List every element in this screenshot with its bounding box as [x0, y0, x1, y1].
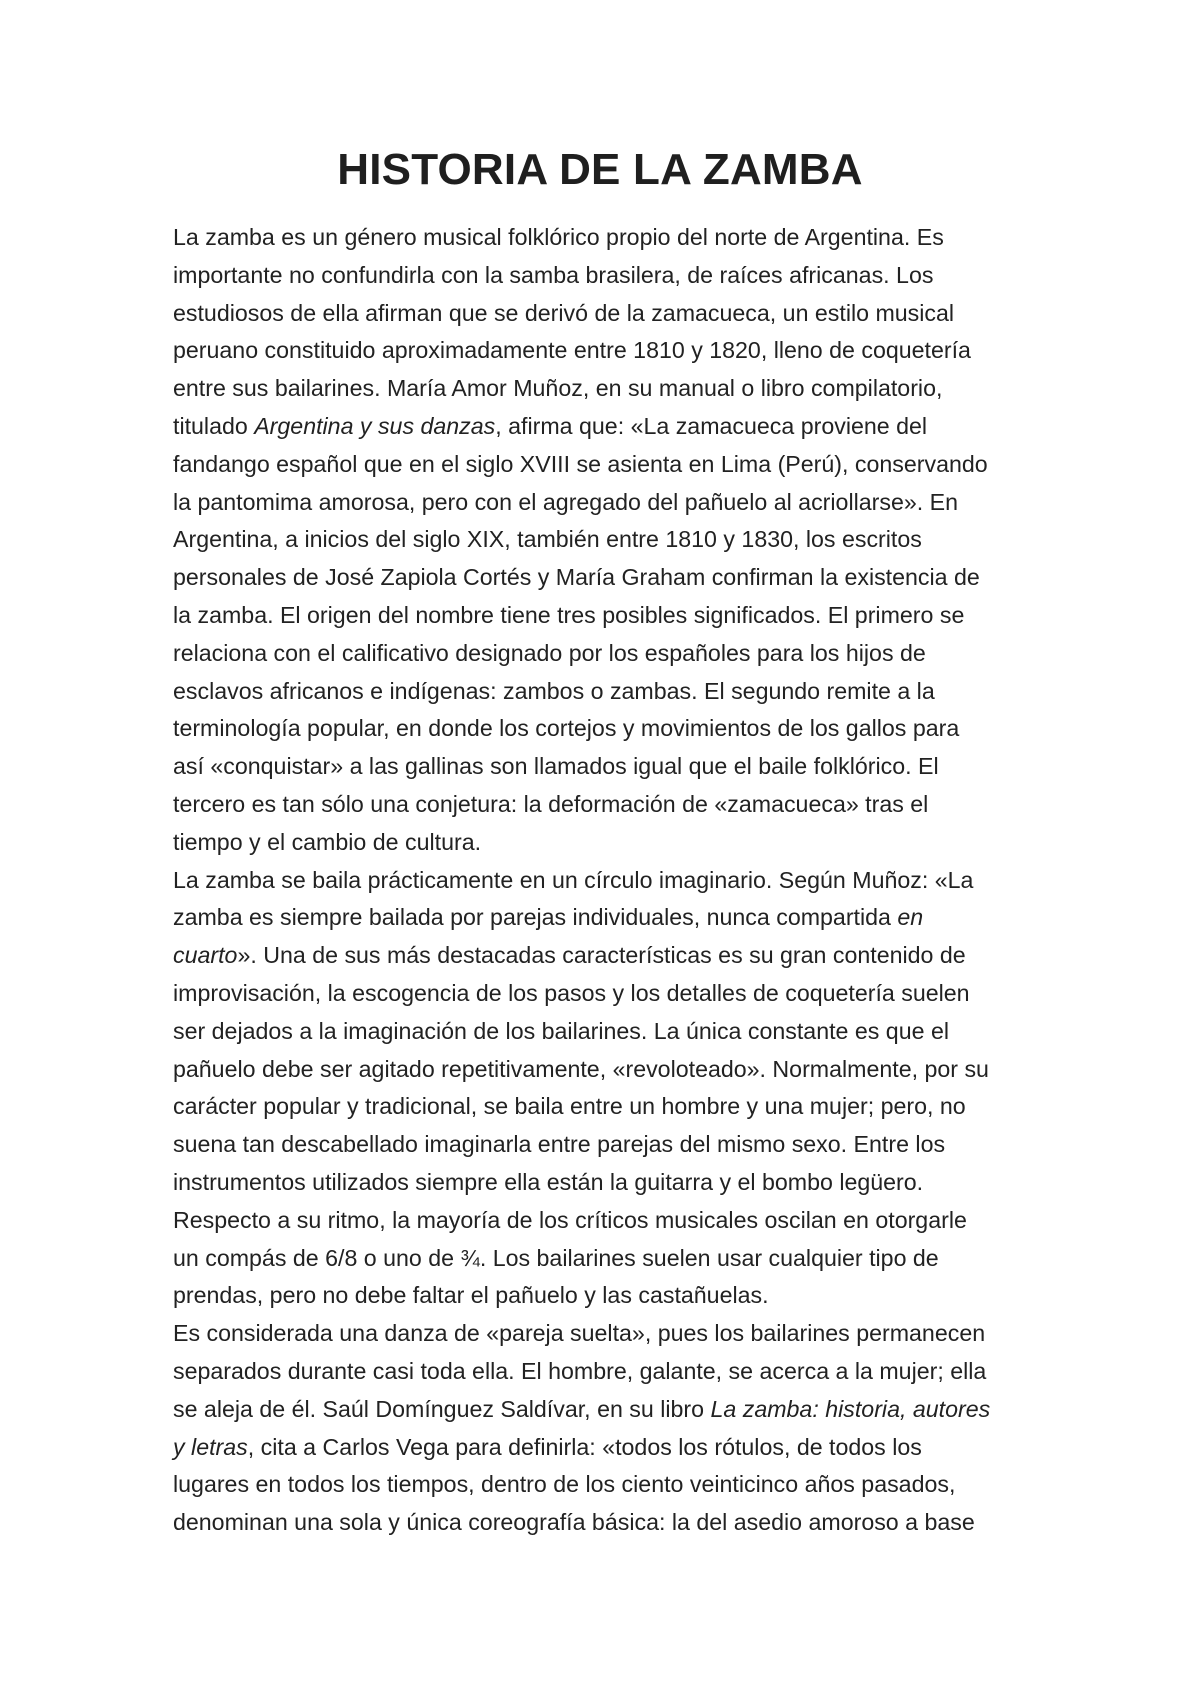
text-line	[173, 1315, 1053, 1353]
text-segment: carácter popular y tradicional, se baila entre un hombre y una mujer; pero, no	[173, 1093, 966, 1120]
text-line	[173, 1391, 1053, 1429]
text-segment: relaciona con el calificativo designado por los españoles para los hijos de	[173, 639, 926, 666]
text-segment: pañuelo debe ser agitado repetitivamente, «revoloteado». Normalmente, por su	[173, 1055, 989, 1082]
text-line	[173, 332, 1053, 370]
text-segment: suena tan descabellado imaginarla entre parejas del mismo sexo. Entre los	[173, 1131, 946, 1158]
text-line	[173, 975, 1053, 1013]
text-line	[173, 1013, 1053, 1051]
document-title: HISTORIA DE LA ZAMBA	[337, 145, 863, 194]
text-line	[173, 1353, 1053, 1391]
text-line	[173, 257, 1053, 295]
text-line	[173, 219, 1053, 257]
text-line	[173, 673, 1053, 711]
text-segment: peruano constituido aproximadamente entre 1810 y 1820, lleno de coquetería	[173, 337, 971, 364]
text-segment: entre sus bailarines. María Amor Muñoz, en su manual o libro compilatorio,	[173, 375, 943, 402]
text-line	[173, 521, 1053, 559]
text-segment: Es considerada una danza de «pareja suelta», pues los bailarines permanecen	[173, 1320, 986, 1347]
text-segment: separados durante casi toda ella. El hombre, galante, se acerca a la mujer; ella	[173, 1357, 987, 1384]
text-segment: importante no confundirla con la samba brasilera, de raíces africanas. Los	[173, 261, 934, 288]
text-segment: ». Una de sus más destacadas características es su gran contenido de	[237, 942, 966, 969]
text-line	[173, 1202, 1053, 1240]
text-line	[173, 710, 1053, 748]
text-segment: denominan una sola y única coreografía básica: la del asedio amoroso a base	[173, 1509, 975, 1536]
text-segment: improvisación, la escogencia de los pasos y los detalles de coquetería suelen	[173, 979, 970, 1006]
text-line	[173, 446, 1053, 484]
text-line	[173, 295, 1053, 333]
text-line	[173, 1277, 1053, 1315]
italic-text: y letras	[173, 1433, 248, 1460]
text-line	[173, 748, 1053, 786]
italic-text: cuarto	[173, 942, 238, 969]
text-line	[173, 370, 1053, 408]
text-segment: La zamba es un género musical folklórico propio del norte de Argentina. Es	[173, 224, 944, 250]
text-segment: un compás de 6/8 o uno de ¾. Los bailarines suelen usar cualquier tipo de	[173, 1244, 939, 1271]
text-segment: , afirma que: «La zamacueca proviene del	[495, 412, 928, 439]
text-line	[173, 408, 1053, 446]
text-line	[173, 1504, 1053, 1542]
text-segment: Argentina, a inicios del siglo XIX, también entre 1810 y 1830, los escritos	[173, 526, 922, 553]
text-segment: se aleja de él. Saúl Domínguez Saldívar, en su libro	[173, 1395, 711, 1422]
text-segment: titulado	[173, 412, 255, 439]
text-line	[173, 597, 1053, 635]
body-text	[173, 219, 1053, 1542]
text-line	[173, 1466, 1053, 1504]
text-line	[173, 1429, 1053, 1467]
text-segment: esclavos africanos e indígenas: zambos o zambas. El segundo remite a la	[173, 677, 935, 704]
italic-text: en	[897, 904, 924, 931]
text-segment: tercero es tan sólo una conjetura: la deformación de «zamacueca» tras el	[173, 790, 929, 817]
text-segment: ser dejados a la imaginación de los bailarines. La única constante es que el	[173, 1017, 949, 1044]
text-segment: fandango español que en el siglo XVIII se asienta en Lima (Perú), conservando	[173, 450, 988, 477]
text-segment: instrumentos utilizados siempre ella están la guitarra y el bombo legüero.	[173, 1168, 924, 1195]
text-line	[173, 824, 1053, 862]
text-segment: Respecto a su ritmo, la mayoría de los críticos musicales oscilan en otorgarle	[173, 1206, 967, 1233]
italic-text: Argentina y sus danzas	[254, 412, 496, 439]
text-line	[173, 1240, 1053, 1278]
text-segment: la pantomima amorosa, pero con el agregado del pañuelo al acriollarse». En	[173, 488, 958, 515]
text-segment: lugares en todos los tiempos, dentro de los ciento veinticinco años pasados,	[173, 1471, 956, 1498]
text-line	[173, 1088, 1053, 1126]
text-line	[173, 786, 1053, 824]
text-segment: , cita a Carlos Vega para definirla: «todos los rótulos, de todos los	[247, 1433, 922, 1460]
text-segment: La zamba se baila prácticamente en un círculo imaginario. Según Muñoz: «La	[173, 866, 974, 893]
text-line	[173, 899, 1053, 937]
text-segment: así «conquistar» a las gallinas son llamados igual que el baile folklórico. El	[173, 753, 939, 780]
text-segment: la zamba. El origen del nombre tiene tres posibles significados. El primero se	[173, 601, 965, 628]
text-segment: terminología popular, en donde los cortejos y movimientos de los gallos para	[173, 715, 960, 742]
text-segment: prendas, pero no debe faltar el pañuelo y las castañuelas.	[173, 1282, 769, 1309]
text-line	[173, 635, 1053, 673]
text-line	[173, 559, 1053, 597]
text-line	[173, 862, 1053, 900]
text-line	[173, 1164, 1053, 1202]
text-line	[173, 484, 1053, 522]
italic-text: La zamba: historia, autores	[710, 1395, 991, 1422]
text-segment: tiempo y el cambio de cultura.	[173, 828, 482, 855]
text-line	[173, 1051, 1053, 1089]
text-line	[173, 1126, 1053, 1164]
text-segment: zamba es siempre bailada por parejas individuales, nunca compartida	[173, 904, 898, 931]
text-segment: estudiosos de ella afirman que se derivó de la zamacueca, un estilo musical	[173, 299, 955, 326]
text-segment: personales de José Zapiola Cortés y María Graham confirman la existencia de	[173, 564, 980, 591]
text-line	[173, 937, 1053, 975]
